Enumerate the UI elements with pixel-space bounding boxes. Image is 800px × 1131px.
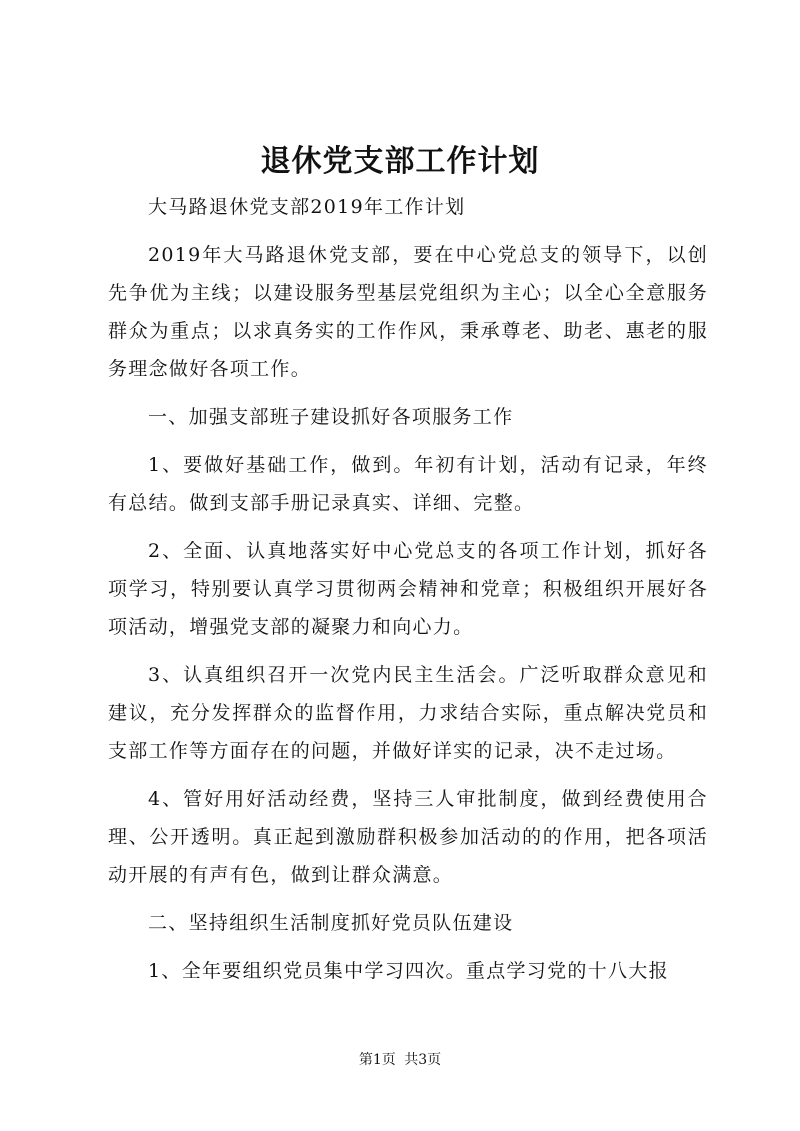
paragraph-item: 1、要做好基础工作，做到。年初有计划，活动有记录，年终有总结。做到支部手册记录真实、详细、完整。 (108, 454, 708, 514)
paragraph-intro: 2019年大马路退休党支部，要在中心党总支的领导下，以创先争优为主线；以建设服务型基层党组织为主心；以全心全意服务群众为重点；以求真务实的工作作风，秉承尊老、助老、惠老的服务理念做好各项工作。 (108, 244, 708, 380)
document-body (108, 188, 708, 1000)
page-number: 第1页 (358, 1052, 396, 1068)
document-title: 退休党支部工作计划 (260, 144, 540, 179)
paragraph-item: 2、全面、认真地落实好中心党总支的各项工作计划，抓好各项学习，特别要认真学习贯彻两会精神和党章；积极组织开展好各项活动，增强党支部的凝聚力和向心力。 (108, 540, 708, 638)
paragraph-item: 1、全年要组织党员集中学习四次。重点学习党的十八大报 (148, 960, 669, 982)
paragraph-item: 3、认真组织召开一次党内民主生活会。广泛听取群众意见和建议，充分发挥群众的监督作用，力求结合实际，重点解决党员和支部工作等方面存在的问题，并做好详实的记录，决不走过场。 (108, 664, 708, 762)
paragraph-item: 4、管好用好活动经费，坚持三人审批制度，做到经费使用合理、公开透明。真正起到激励群积极参加活动的的作用，把各项活动开展的有声有色，做到让群众满意。 (108, 788, 708, 886)
paragraph-subtitle: 大马路退休党支部2019年工作计划 (148, 196, 466, 218)
section-heading-2: 二、坚持组织生活制度抓好党员队伍建设 (148, 912, 514, 934)
section-heading-1: 一、加强支部班子建设抓好各项服务工作 (148, 406, 514, 428)
page-footer (0, 1050, 800, 1070)
page-total: 共3页 (404, 1052, 442, 1068)
